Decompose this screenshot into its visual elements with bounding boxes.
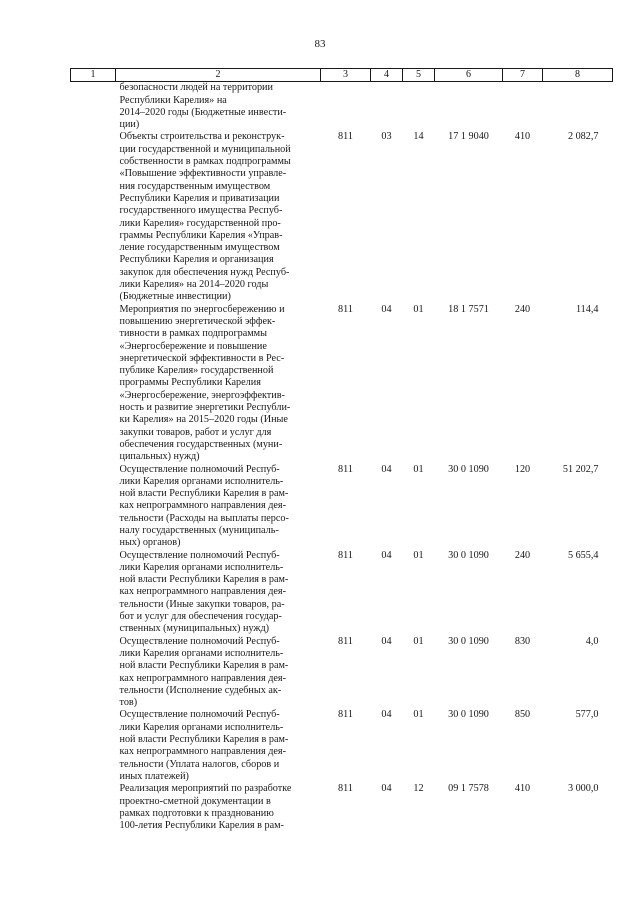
column-header-1: 1	[71, 69, 116, 82]
description-line: закупок для обеспечения нужд Респуб-	[119, 266, 290, 278]
description-line: «Повышение эффективности управле-	[119, 168, 287, 180]
column-header-5: 5	[403, 69, 435, 82]
description-line: тельности (Исполнение судебных ак-	[119, 684, 282, 696]
description-line: ния государственным имуществом	[119, 180, 271, 192]
subsection-code-cell: 01	[413, 635, 424, 647]
column-header-4: 4	[371, 69, 403, 82]
table-body	[71, 82, 613, 833]
description-line: Республики Карелия» на	[119, 94, 227, 106]
row-number-cell	[71, 783, 116, 832]
target-article-cell: 09 1 7578	[448, 783, 489, 795]
row-number-cell	[71, 131, 116, 303]
description-line: Осуществление полномочий Респуб-	[119, 635, 280, 647]
expense-type-cell: 240	[514, 549, 531, 561]
amount-cell: 3 000,0	[567, 783, 599, 795]
table-row	[71, 550, 613, 636]
row-number-cell	[71, 464, 116, 550]
description-line: ципальных) нужд)	[119, 451, 200, 463]
description-line: ках непрограммного направления дея-	[119, 586, 286, 598]
description-line: тельности (Уплата налогов, сборов и	[119, 758, 280, 770]
description-line: ной власти Республики Карелия в рам-	[119, 574, 289, 586]
row-number-cell	[71, 550, 116, 636]
column-header-3: 3	[321, 69, 371, 82]
amount-cell: 114,4	[575, 303, 599, 315]
description-line: публике Карелия» государственной	[119, 365, 274, 377]
row-number-cell	[71, 82, 116, 132]
target-article-cell: 30 0 1090	[448, 635, 489, 647]
description-line: ных) органов)	[119, 537, 181, 549]
description-line: ки Карелия» на 2015–2020 годы (Иные	[119, 414, 288, 426]
description-line: Республики Карелия и приватизации	[119, 192, 280, 204]
description-line: ной власти Республики Карелия в рам-	[119, 660, 289, 672]
description-line: Осуществление полномочий Респуб-	[119, 709, 280, 721]
ministry-code-cell	[321, 82, 371, 132]
description-line: ность и развитие энергетики Республи-	[119, 402, 291, 414]
description-line: ции)	[119, 119, 140, 131]
expense-type-cell: 120	[514, 463, 531, 475]
section-code-cell: 04	[381, 303, 392, 315]
subsection-code-cell: 01	[413, 709, 424, 721]
page-number: 83	[314, 38, 326, 50]
table-row	[71, 709, 613, 783]
description-line: ление государственным имуществом	[119, 242, 280, 254]
column-header-8: 8	[543, 69, 613, 82]
budget-table	[70, 68, 613, 832]
description-line: обеспечения государственных (муни-	[119, 438, 283, 450]
description-line: энергетической эффективности в Рес-	[119, 352, 285, 364]
description-line: государственного имущества Респуб-	[119, 205, 283, 217]
row-number-cell	[71, 304, 116, 464]
description-line: «Энергосбережение и повышение	[119, 340, 267, 352]
column-header-2: 2	[116, 69, 321, 82]
subsection-code-cell: 01	[413, 303, 424, 315]
description-line: лики Карелия органами исполнитель-	[119, 721, 284, 733]
description-line: безопасности людей на территории	[119, 82, 273, 94]
description-cell	[116, 550, 321, 636]
expense-type-cell: 850	[514, 709, 531, 721]
section-code-cell: 04	[381, 549, 392, 561]
subsection-code-cell: 01	[413, 549, 424, 561]
ministry-code-cell: 811	[338, 303, 353, 315]
target-article-cell: 30 0 1090	[448, 549, 489, 561]
subsection-code-cell: 14	[413, 131, 424, 143]
description-line: Реализация мероприятий по разработке	[119, 783, 292, 795]
subsection-code-cell	[403, 82, 435, 132]
section-code-cell: 04	[381, 635, 392, 647]
amount-cell	[543, 82, 613, 132]
ministry-code-cell: 811	[338, 783, 353, 795]
section-code-cell: 04	[381, 463, 392, 475]
description-line: лики Карелия органами исполнитель-	[119, 475, 284, 487]
description-line: Осуществление полномочий Респуб-	[119, 549, 280, 561]
amount-cell: 51 202,7	[562, 463, 599, 475]
description-line: программы Республики Карелия	[119, 377, 261, 389]
description-line: тов)	[119, 697, 138, 709]
description-line: лики Карелия органами исполнитель-	[119, 647, 284, 659]
section-code-cell: 04	[381, 783, 392, 795]
description-line: тельности (Расходы на выплаты персо-	[119, 512, 289, 524]
target-article-cell: 30 0 1090	[448, 463, 489, 475]
description-line: ной власти Республики Карелия в рам-	[119, 488, 289, 500]
description-line: Мероприятия по энергосбережению и	[119, 303, 285, 315]
subsection-code-cell: 12	[413, 783, 424, 795]
description-line: закупки товаров, работ и услуг для	[119, 426, 272, 438]
ministry-code-cell: 811	[338, 131, 353, 143]
target-article-cell: 18 1 7571	[448, 303, 489, 315]
ministry-code-cell: 811	[338, 463, 353, 475]
description-line: тельности (Иные закупки товаров, ра-	[119, 598, 285, 610]
description-line: лики Карелия» государственной про-	[119, 217, 281, 229]
description-line: ции государственной и муниципальной	[119, 143, 291, 155]
row-number-cell	[71, 709, 116, 783]
table-row	[71, 783, 613, 832]
description-line: «Энергосбережение, энергоэффектив-	[119, 389, 285, 401]
description-cell	[116, 131, 321, 303]
ministry-code-cell: 811	[338, 635, 353, 647]
target-article-cell: 30 0 1090	[448, 709, 489, 721]
amount-cell: 2 082,7	[567, 131, 599, 143]
column-number-header-row	[71, 69, 613, 82]
description-line: иных платежей)	[119, 770, 189, 782]
description-line: ной власти Республики Карелия в рам-	[119, 734, 289, 746]
description-line: Осуществление полномочий Респуб-	[119, 463, 280, 475]
ministry-code-cell: 811	[338, 709, 353, 721]
subsection-code-cell: 01	[413, 463, 424, 475]
description-line: лики Карелия» на 2014–2020 годы	[119, 279, 269, 291]
description-cell	[116, 464, 321, 550]
description-line: (Бюджетные инвестиции)	[119, 291, 231, 303]
expense-type-cell: 410	[514, 783, 531, 795]
amount-cell: 5 655,4	[567, 549, 599, 561]
description-cell	[116, 636, 321, 710]
target-article-cell: 17 1 9040	[448, 131, 489, 143]
amount-cell: 4,0	[585, 635, 599, 647]
description-line: 2014–2020 годы (Бюджетные инвести-	[119, 106, 287, 118]
description-line: тивности в рамках подпрограммы	[119, 328, 267, 340]
description-line: повышению энергетической эффек-	[119, 315, 276, 327]
description-line: ственных (муниципальных) нужд)	[119, 623, 270, 635]
row-number-cell	[71, 636, 116, 710]
expense-type-cell: 830	[514, 635, 531, 647]
table-row	[71, 636, 613, 710]
table-row	[71, 131, 613, 303]
ministry-code-cell: 811	[338, 549, 353, 561]
description-line: рамках подготовки к празднованию	[119, 807, 274, 819]
table-row	[71, 304, 613, 464]
description-line: проектно-сметной документации в	[119, 795, 271, 807]
table-row	[71, 464, 613, 550]
description-line: Республики Карелия и организация	[119, 254, 274, 266]
description-line: налу государственных (муниципаль-	[119, 524, 279, 536]
amount-cell: 577,0	[575, 709, 599, 721]
description-line: лики Карелия органами исполнитель-	[119, 561, 284, 573]
description-line: ках непрограммного направления дея-	[119, 500, 286, 512]
expense-type-cell: 410	[514, 131, 531, 143]
expense-type-cell: 240	[514, 303, 531, 315]
column-header-7: 7	[503, 69, 543, 82]
description-line: ках непрограммного направления дея-	[119, 672, 286, 684]
section-code-cell: 03	[381, 131, 392, 143]
table-row	[71, 82, 613, 132]
target-article-cell	[435, 82, 503, 132]
description-line: 100-летия Республики Карелия в рам-	[119, 820, 284, 832]
expense-type-cell	[503, 82, 543, 132]
section-code-cell	[371, 82, 403, 132]
section-code-cell: 04	[381, 709, 392, 721]
description-cell	[116, 304, 321, 464]
description-line: Объекты строительства и реконструк-	[119, 131, 285, 143]
description-cell	[116, 783, 321, 832]
description-line: граммы Республики Карелия «Управ-	[119, 229, 283, 241]
description-cell	[116, 709, 321, 783]
description-cell	[116, 82, 321, 132]
column-header-6: 6	[435, 69, 503, 82]
description-line: собственности в рамках подпрограммы	[119, 156, 291, 168]
description-line: ках непрограммного направления дея-	[119, 746, 286, 758]
description-line: бот и услуг для обеспечения государ-	[119, 611, 282, 623]
